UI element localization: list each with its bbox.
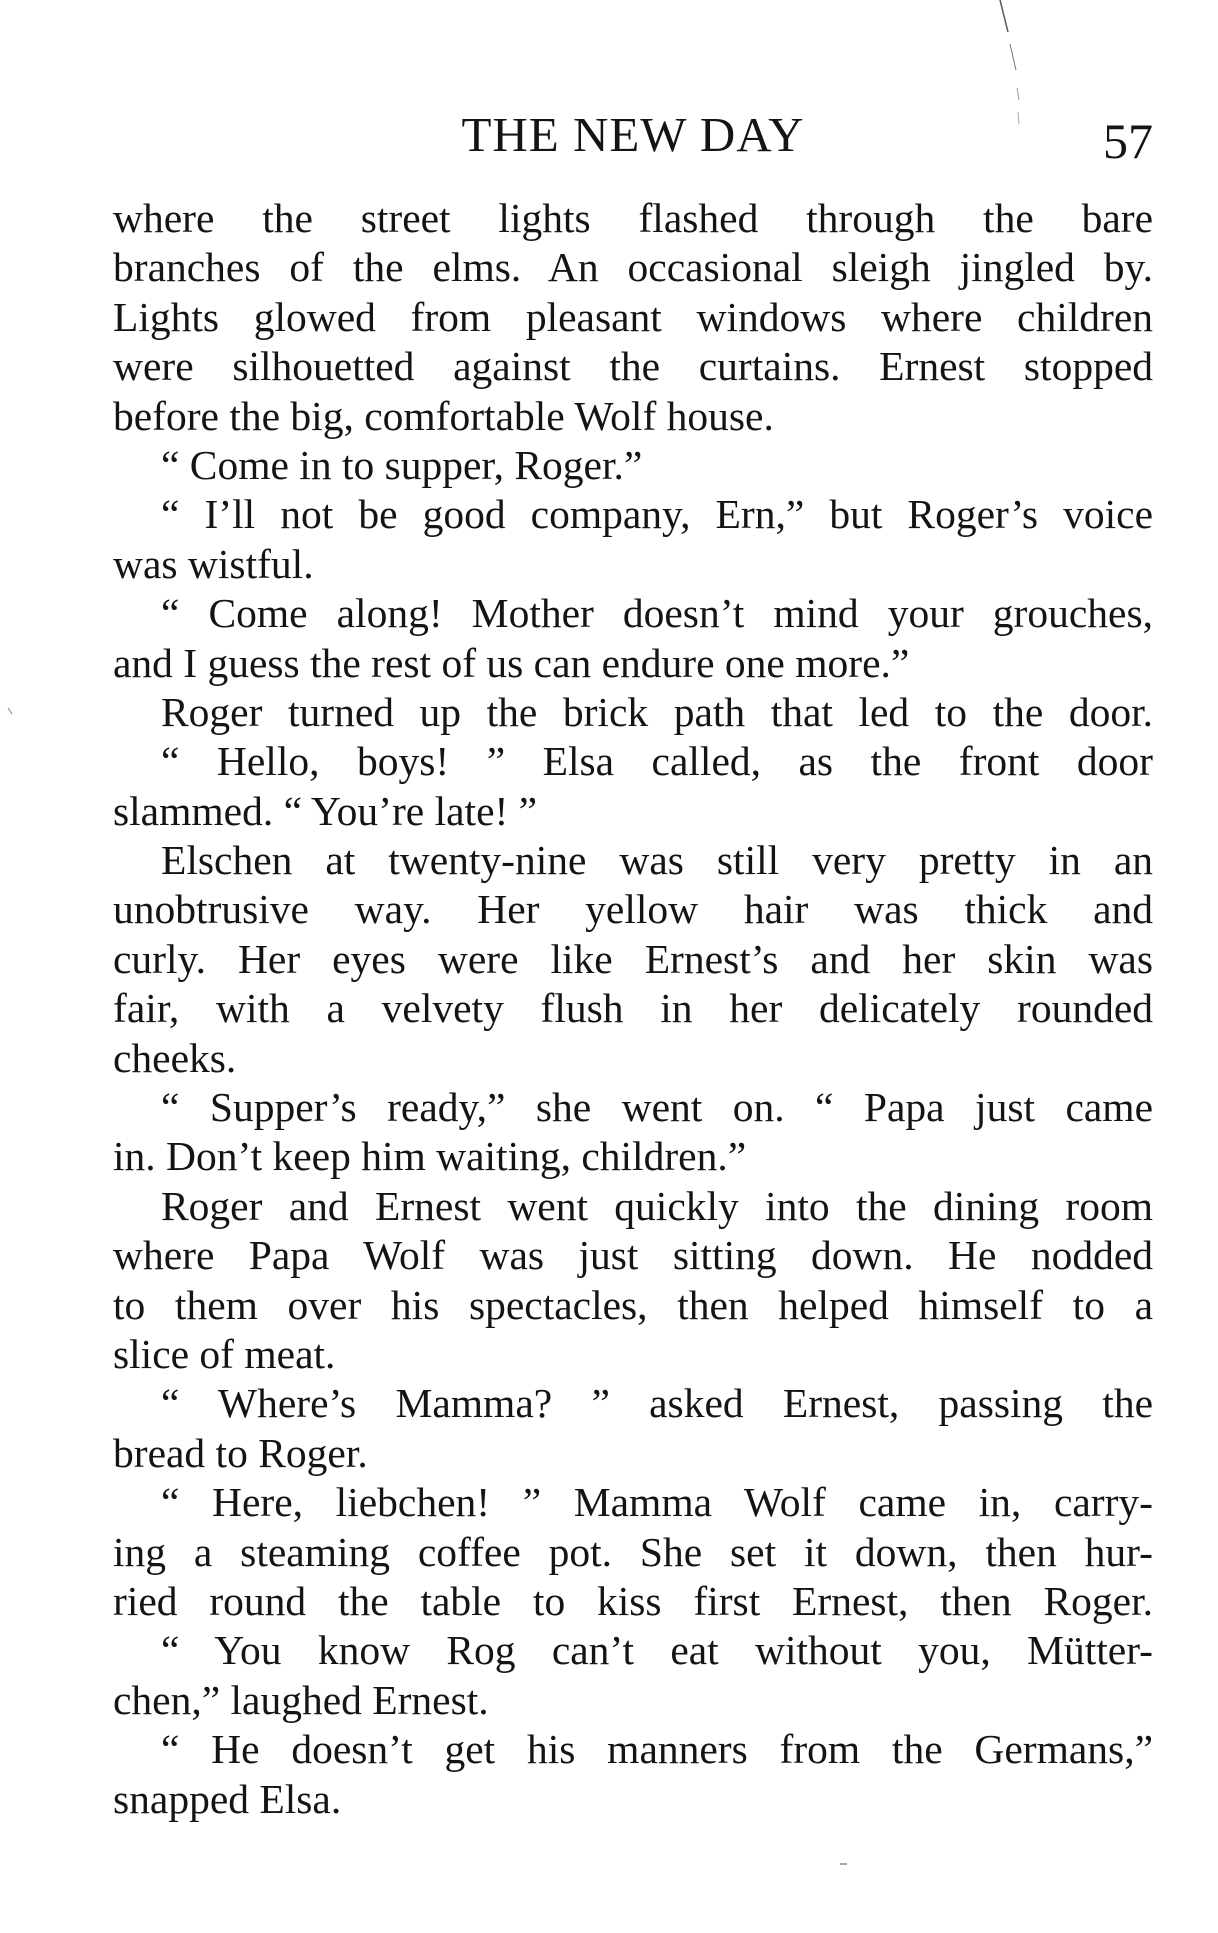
text-line: “ Come in to supper, Roger.” — [161, 441, 643, 488]
text-line: snapped Elsa. — [113, 1775, 342, 1822]
text-line: curly. Her eyes were like Ernest’s and her skin was — [113, 935, 1153, 982]
text-line: “ He doesn’t get his manners from the Germans,” — [161, 1726, 1153, 1773]
text-line: slice of meat. — [113, 1330, 336, 1377]
text-line: unobtrusive way. Her yellow hair was thick and — [113, 886, 1153, 933]
text-line: “ Supper’s ready,” she went on. “ Papa just came — [161, 1084, 1153, 1131]
scan-mark-line — [1017, 88, 1019, 100]
text-line: were silhouetted against the curtains. Ernest stopped — [113, 343, 1153, 390]
scan-mark-line — [1000, 0, 1008, 32]
text-line: “ Here, liebchen! ” Mamma Wolf came in, carry- — [161, 1479, 1153, 1526]
body-text — [113, 194, 1153, 1824]
text-line: to them over his spectacles, then helped himself to a — [113, 1281, 1153, 1328]
running-header — [113, 100, 1153, 170]
text-line: and I guess the rest of us can endure one more.” — [113, 639, 910, 686]
text-line: ried round the table to kiss first Ernest, then Roger. — [113, 1577, 1153, 1624]
text-line: Lights glowed from pleasant windows where children — [113, 293, 1153, 340]
text-line: where the street lights flashed through the bare — [113, 195, 1153, 241]
text-line: “ Hello, boys! ” Elsa called, as the front door — [161, 738, 1153, 785]
text-line: where Papa Wolf was just sitting down. He nodded — [113, 1232, 1153, 1279]
page-number: 57 — [1103, 113, 1153, 169]
scan-mark-line — [8, 708, 12, 714]
text-line: chen,” laughed Ernest. — [113, 1676, 489, 1723]
text-line: was wistful. — [113, 540, 314, 587]
text-line: “ You know Rog can’t eat without you, Mütter- — [161, 1627, 1153, 1674]
text-line: cheeks. — [113, 1034, 237, 1081]
text-line: in. Don’t keep him waiting, children.” — [113, 1133, 747, 1180]
text-line: before the big, comfortable Wolf house. — [113, 392, 774, 439]
text-line: branches of the elms. An occasional sleigh jingled by. — [113, 244, 1153, 291]
text-line: ing a steaming coffee pot. She set it down, then hur- — [113, 1528, 1153, 1575]
text-line: “ I’ll not be good company, Ern,” but Roger’s voice — [161, 491, 1153, 538]
text-line: Roger and Ernest went quickly into the dining room — [161, 1182, 1153, 1229]
text-line: fair, with a velvety flush in her delicately rounded — [113, 985, 1153, 1032]
text-line: “ Where’s Mamma? ” asked Ernest, passing the — [161, 1380, 1153, 1427]
scan-mark-line — [1010, 44, 1016, 70]
text-line: Elschen at twenty-nine was still very pretty in an — [161, 837, 1153, 884]
running-title: THE NEW DAY — [461, 107, 805, 162]
text-line: slammed. “ You’re late! ” — [113, 787, 538, 834]
text-line: “ Come along! Mother doesn’t mind your grouches, — [161, 590, 1153, 637]
text-line: Roger turned up the brick path that led to the door. — [161, 688, 1153, 735]
text-line: bread to Roger. — [113, 1429, 368, 1476]
